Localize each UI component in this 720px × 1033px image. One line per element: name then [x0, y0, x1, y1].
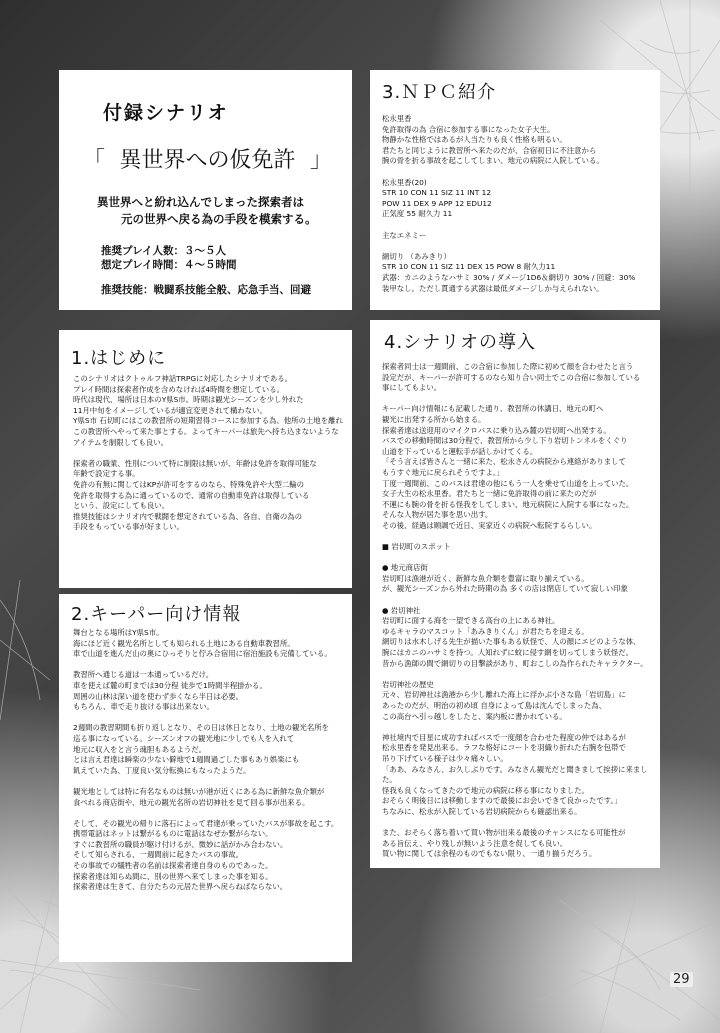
appendix-title: 付録シナリオ: [103, 102, 229, 124]
keeper-heading: 2.キーパー向け情報: [71, 604, 242, 625]
npc-section: [370, 70, 660, 310]
close-quote: 」: [309, 148, 332, 173]
recommended-skills: 推奨技能：戦闘系技能全般、応急手当、回避: [101, 284, 311, 296]
page-number: 29: [670, 972, 693, 987]
keeper-info-section: [59, 594, 352, 962]
scenario-intro-body: 探索者同士は一週間前、この合宿に参加した際に初めて顔を合わせたと言う 設定だが、キーパーが許可するのなら知り合い同士でこの合宿に参加している 事にしてもよい。 キーパー向け情報にも記載した通り、教習所の休講日、地元の町へ 観光に出発する所から始まる。 探索者達は送迎用のマイクロバスに乗り込み麓の岩切町へ出発する。 バスでの移動時間は30分程で、教習所から少し下り岩切トンネルをくぐり 山道を下っていると運転手が話しかけてくる。 「そう言えば皆さんと一緒に来た、松永さんの病院から連絡がありまして もうすぐ地元に戻られそうですよ。」 丁度一週間前、このバスは君達の他にもう一人を乗せて山道を上っていた。 女子大生の松永里香。君たちと一緒に免許取得の前に来たのだが 不運にも腕の骨を折る怪我をしてしまい、地元病院に入院する事になった。 そんな人物が居た事を思い出す。 その後、経過は順調で近日、実家近くの病院へ転院するらしい。 ■ 岩切町のスポット ● 地元商店街 岩切町は漁港が近く、新鮮な魚介類を豊富に取り揃えている。 が、観光シーズンから外れた時期の為 多くの店は閉店していて寂しい印象 ● 岩切神社 岩切町に面する海を一望できる高台の上にある神社。 ゆるキャラのマスコット「あみきりくん」が君たちを迎える。 網切りは水木しげる先生が描いた事もある妖怪で、人の顔にエビのような体、 腕にはカニのハサミを持つ。人知れずに蚊に侵す網を切ってしまう妖怪だ。 昔から漁師の間で網切りの目撃談があり、町おこしの為作られたキャラクター。 岩切神社の歴史 元々、岩切神社は漁港から少し離れた海上に浮かぶ小さな島「岩切島」に あったのだが、明治の初め頃 自身によって島は沈んでしまった為、 この高台へ引っ越しをしたと、案内板に書かれている。 神社境内で目星に成功すればバスで一度顔を合わせた程度の仲ではあるが 松永里香を発見出来る。ラフな格好にコートを羽織り折れた右腕を包帯で 吊り下げている様子は少々痛々しい。 「ああ、みなさん、お久しぶりです。みなさん観光だと聞きまして挨拶に来ました。 怪我も良くなってきたので地元の病院に移る事になりました。 おそらく明後日には移動しますので最後にお会いできて良かったです。」 ちなみに、松永が入院している岩切病院からも確認出来る。 また、おそらく落ち着いて買い物が出来る最後のチャンスになる可能性が ある旨伝え、やり残しが無いよう注意を促しても良い。 買い物に関しては余程のものでもない限り、一通り揃うだろう。: [382, 362, 648, 859]
expected-play-time: 想定プレイ時間：４〜５時間: [101, 259, 237, 271]
tagline-line-2: 元の世界へ戻る為の手段を模索する。: [121, 212, 317, 226]
scenario-tagline: [97, 194, 332, 228]
npc-body: 松永里香 免許取得の為 合宿に参加する事になった女子大生。 物静かな性格ではあるが人当たりも良く性格も明るい。 君たちと同じように教習所へ来たのだが、合宿初日に不注意から 腕の骨を折る事故を起こしてしまい、地元の病院に入院している。 松永里香(20) STR 10 CON 11 SIZ 11 INT 12 POW 11 DEX 9 APP 12 EDU12 正気度 55 耐久力 11 主なエネミー 網切り （あみきり） STR 10 CON 11 SIZ 11 DEX 15 POW 8 耐久力11 武器：カニのようなハサミ 30% / ダメージ1D6＆網切り 30% / 回避：30% 装甲なし。ただし貫通する武器は最低ダメージしか与えられない。: [382, 114, 636, 293]
intro-body: このシナリオはクトゥルフ神話TRPGに対応したシナリオである。 プレイ時間は探索者作成を含めなければ4時間を想定している。 時代は現代、場所は日本のY県S市。時期は観光シーズンを少し外れた 11月中旬をイメージしているが適宜変更されて構わない。 Y県S市 石切町にはこの教習所の短期習得コースに参加する為、他所の土地を離れ この教習所へやって来た事とする。よってキーパーは旅先へ持ち込まないような アイテムを制限しても良い。 探索者の職業、性別について特に制限は無いが、年齢は免許を取得可能な 年齢で設定する事。 免許の有無に関してはKPが許可をするのなら、特殊免許や大型二輪の 免許を取得する為に通っているので、通常の自動車免許は取得している という、設定にしても良い。 推奨技能はシナリオ内で戦闘を想定されている為、各自、自衛の為の 手段をもっている事が好ましい。: [73, 374, 343, 532]
intro-section: [59, 330, 352, 588]
scenario-name: [83, 143, 332, 174]
tagline-line-1: 異世界へと紛れ込んでしまった探索者は: [97, 195, 304, 209]
keeper-body: 舞台となる場所はY県S市。 海にほど近く観光名所としても知られる土地にある自動車教習所。 車で山道を進んだ山の奥にひっそりと佇み合宿用に宿泊施設も完備している。 教習所へ通じる道は一本通っているだけ。 車を使えば麓の町までは30分程 徒歩で1時間半程掛かる。 周囲の山林は深い道を使わず歩くなら半日は必要。 もちろん、車で走り抜ける事は出来ない。 2週間の教習期間も折り返しとなり、その日は休日となり、土地の観光名所を 巡る事になっている。シーズンオフの観光地に少しでも人を入れて 地元に収入をと言う魂胆もあるようだ。 とは言え君達は瞬楽の少ない僻地で1週間過ごした事もあり娯楽にも 飢えていた為、丁度良い気分転換にもなったようだ。 観光地としては特に有名なものは無いが港が近くにある為に新鮮な魚介類が 食べれる商店街や、地元の観光名所の岩切神社を見て回る事が出来る。 そして、その観光の帰りに落石によって君達が乗っていたバスが事故を起こす。 携帯電話はネットは繋がるものに電話はなぜか繋がらない。 すぐに教習所の職員が駆け付けるが、微妙に話がかみ合わない。 そして知らされる、一週間前に起きたバスの事故。 その事故での犠牲者の名前は探索者達自身のものであった。 探索者達は知らぬ間に、別の世界へ来てしまった事を知る。 探索者達は生きて、自分たちの元居た世界へ戻らねばならない。: [73, 628, 339, 892]
scenario-name-text: 異世界への仮免許: [119, 148, 296, 173]
scenario-intro-section: [370, 320, 660, 868]
npc-heading: 3.ＮＰＣ紹介: [382, 82, 497, 103]
recommended-players: 推奨プレイ人数：３〜５人: [101, 245, 227, 257]
intro-heading: 1.はじめに: [71, 348, 167, 369]
play-info: [101, 244, 332, 272]
open-quote: 「: [83, 148, 106, 173]
scenario-title-panel: [59, 70, 352, 310]
scenario-intro-heading: 4.シナリオの導入: [384, 332, 536, 353]
